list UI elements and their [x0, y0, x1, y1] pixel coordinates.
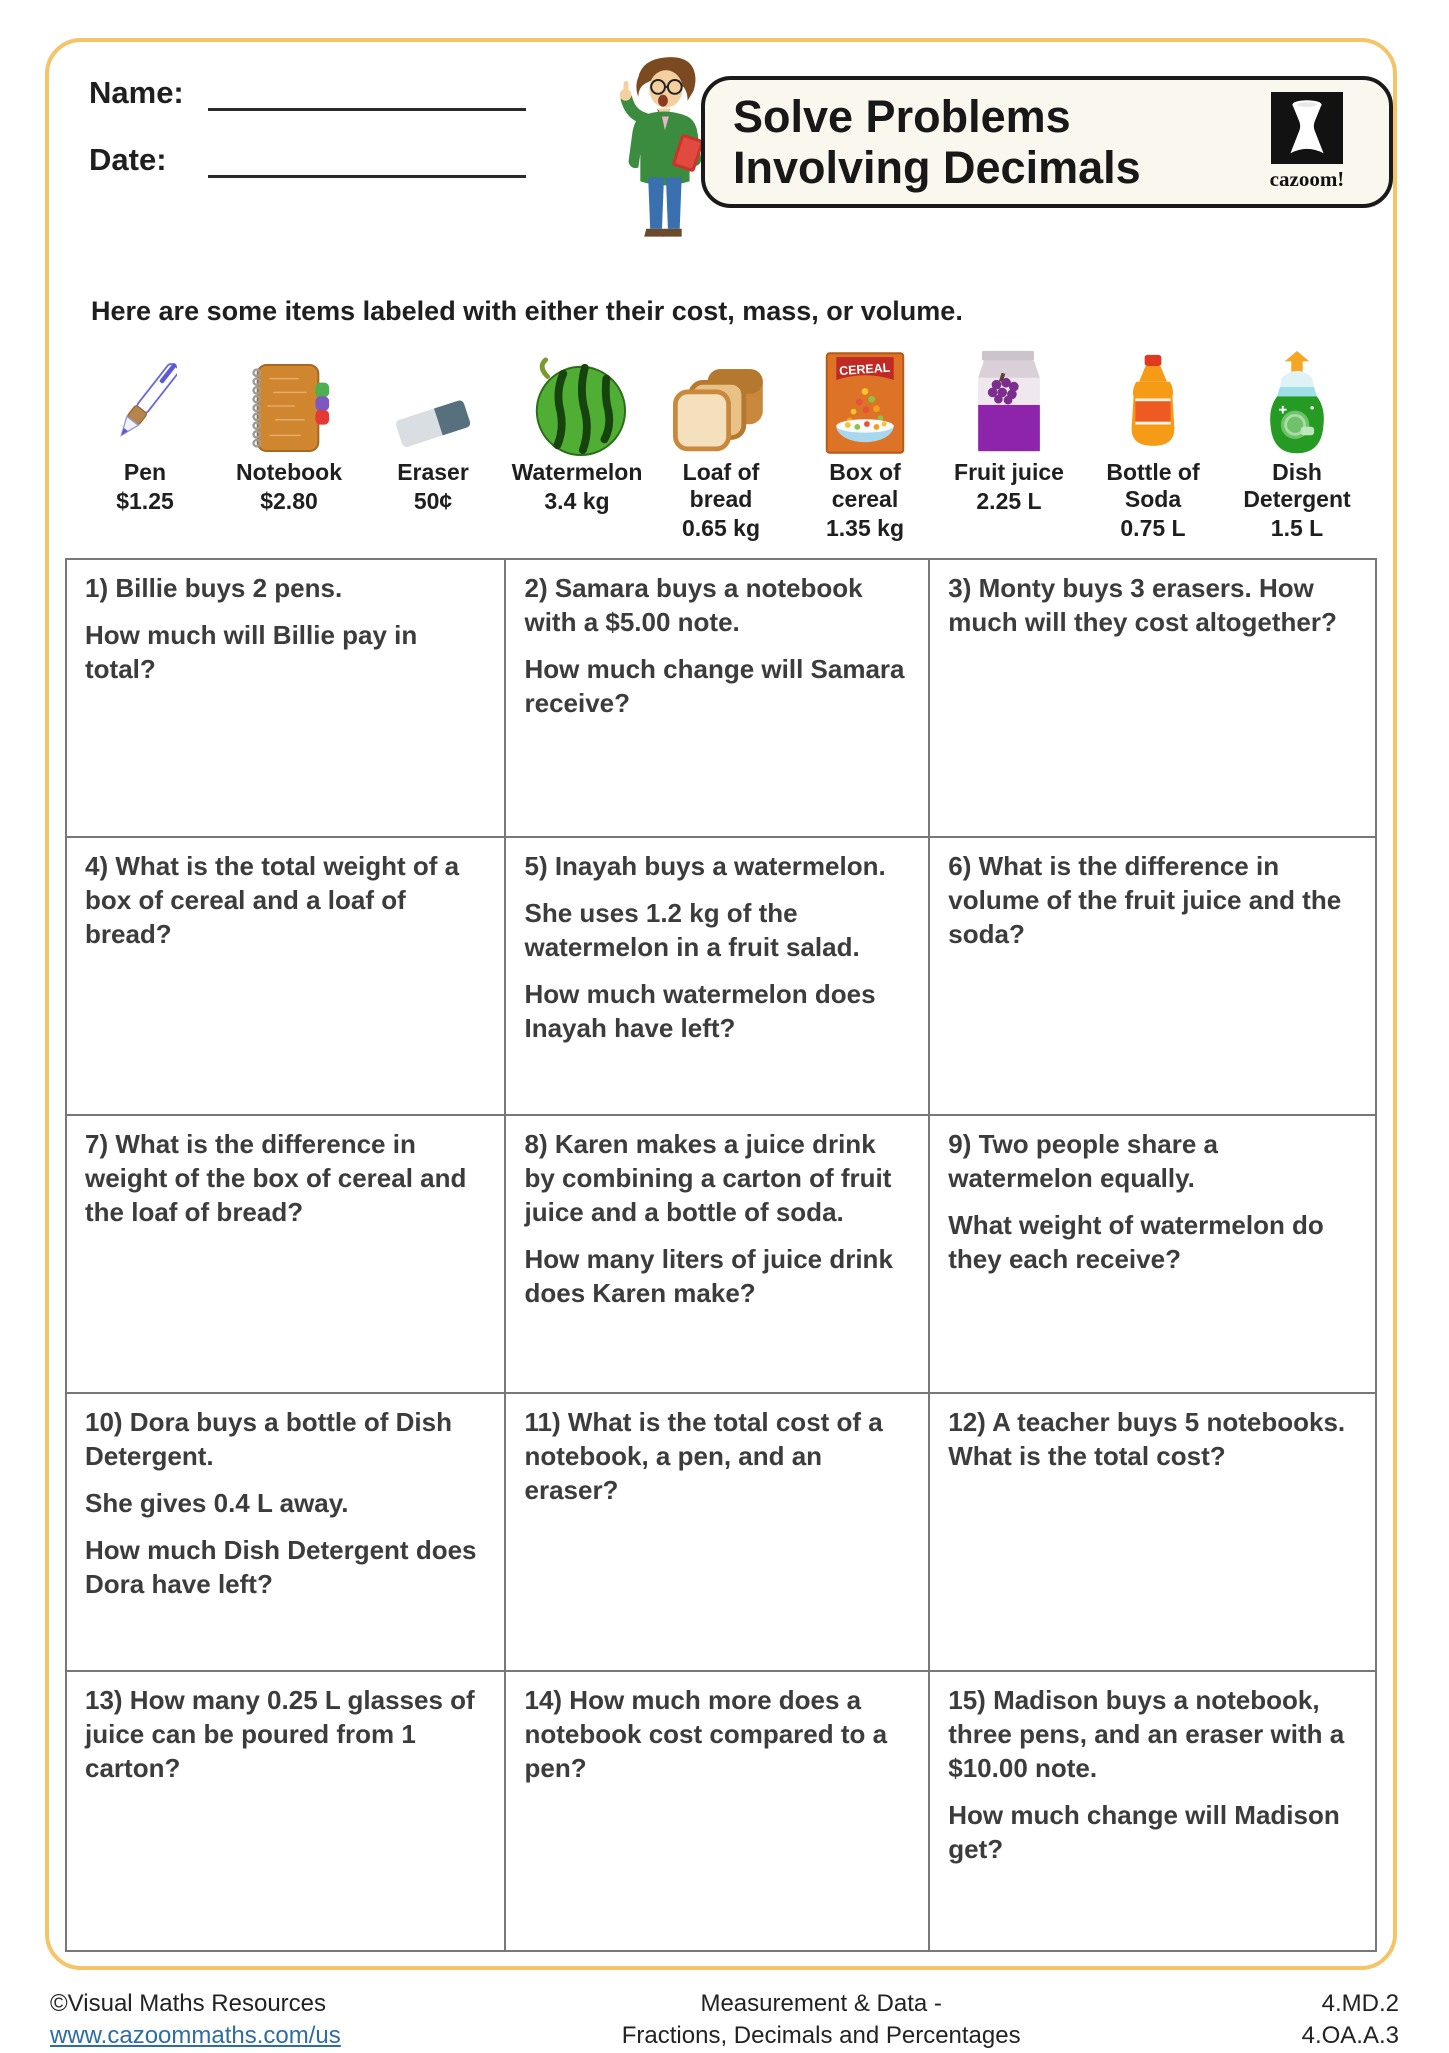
problem-text: 15) Madison buys a notebook, three pens, and an eraser with a $10.00 note.	[948, 1685, 1345, 1783]
problem-text: 1) Billie buys 2 pens.	[85, 573, 343, 604]
strand-line1: Measurement & Data -	[700, 1990, 942, 2017]
cereal-box-icon	[797, 339, 933, 457]
problem-text: She gives 0.4 L away.	[85, 1487, 349, 1518]
worksheet-header	[49, 42, 1393, 280]
problem-text: How much change will Madison get?	[948, 1799, 1340, 1864]
problem-12	[930, 1394, 1375, 1672]
detergent-bottle-icon	[1229, 339, 1365, 457]
problem-text: How much watermelon does Inayah have left?	[524, 978, 876, 1043]
standard-code-1: 4.MD.2	[1321, 1990, 1399, 2017]
item-bottle-of-soda	[1081, 339, 1225, 542]
problem-text: 11) What is the total cost of a notebook, a pen, and an eraser?	[524, 1407, 883, 1505]
item-label: Eraser	[397, 459, 469, 485]
date-blank-line	[208, 141, 526, 178]
eraser-icon	[365, 339, 501, 457]
juice-carton-icon	[941, 339, 1077, 457]
problem-5	[506, 838, 930, 1116]
name-blank-line	[208, 74, 526, 111]
problem-text: 13) How many 0.25 L glasses of juice can be poured from 1 carton?	[85, 1685, 475, 1783]
name-label: Name:	[89, 75, 184, 110]
problem-15	[930, 1672, 1375, 1950]
footer-center	[341, 1988, 1302, 2053]
problem-text: 10) Dora buys a bottle of Dish Detergent.	[85, 1407, 452, 1472]
worksheet-title: Solve Problems Involving Decimals	[733, 90, 1141, 193]
problem-text: She uses 1.2 kg of the watermelon in a fruit salad.	[524, 898, 860, 962]
item-value: 1.5 L	[1270, 515, 1324, 542]
problem-text: How much Dish Detergent does Dora have left?	[85, 1534, 477, 1599]
problem-13	[67, 1672, 506, 1950]
problem-text: 3) Monty buys 3 erasers. How much will they cost altogether?	[948, 573, 1337, 638]
cazoom-website-link[interactable]: www.cazoommaths.com/us	[50, 2022, 341, 2050]
item-label: Bottle of Soda	[1106, 459, 1200, 513]
problem-text: 14) How much more does a notebook cost compared to a pen?	[524, 1685, 888, 1783]
item-value: $2.80	[260, 488, 318, 515]
item-value: 2.25 L	[976, 488, 1042, 515]
soda-bottle-icon	[1085, 339, 1221, 457]
strand-line2: Fractions, Decimals and Percentages	[621, 2022, 1021, 2050]
problem-text: 12) A teacher buys 5 notebooks. What is the total cost?	[948, 1407, 1346, 1472]
standard-code-2: 4.OA.A.3	[1301, 2022, 1399, 2050]
problem-text: 2) Samara buys a notebook with a $5.00 note.	[524, 573, 863, 638]
problem-11	[506, 1394, 930, 1672]
item-value: 50¢	[413, 488, 453, 515]
item-watermelon	[505, 339, 649, 542]
problem-text: 5) Inayah buys a watermelon.	[524, 851, 886, 882]
problem-8	[506, 1116, 930, 1394]
item-value: 0.75 L	[1120, 515, 1186, 542]
problem-text: 4) What is the total weight of a box of cereal and a loaf of bread?	[85, 851, 460, 949]
problem-text: 8) Karen makes a juice drink by combining a carton of fruit juice and a bottle of soda.	[524, 1129, 892, 1227]
pen-icon	[77, 339, 213, 457]
problem-3	[930, 560, 1375, 838]
item-eraser	[361, 339, 505, 542]
copyright-text: ©Visual Maths Resources	[50, 1990, 327, 2017]
name-date-block	[89, 74, 526, 208]
item-label: Pen	[123, 459, 167, 485]
item-loaf-of-bread	[649, 339, 793, 542]
problem-1	[67, 560, 506, 838]
item-dish-detergent	[1225, 339, 1369, 542]
items-row	[49, 327, 1393, 542]
problem-text: 9) Two people share a watermelon equally.	[948, 1129, 1218, 1194]
problem-text: 7) What is the difference in weight of the box of cereal and the loaf of bread?	[85, 1129, 467, 1227]
problem-text: How many liters of juice drink does Karen make?	[524, 1243, 893, 1308]
item-notebook	[217, 339, 361, 542]
problem-text: How much change will Samara receive?	[524, 653, 905, 718]
problem-6	[930, 838, 1375, 1116]
footer-left	[50, 1988, 341, 2053]
item-value: $1.25	[116, 488, 174, 515]
problem-4	[67, 838, 506, 1116]
page-footer	[50, 1988, 1399, 2053]
item-label: Notebook	[235, 459, 343, 485]
problem-text: 6) What is the difference in volume of the fruit juice and the soda?	[948, 851, 1342, 949]
watermelon-icon	[509, 339, 645, 457]
notebook-icon	[221, 339, 357, 457]
problem-9	[930, 1116, 1375, 1394]
bread-icon	[653, 339, 789, 457]
problem-10	[67, 1394, 506, 1672]
item-label: Fruit juice	[954, 459, 1064, 485]
problem-2	[506, 560, 930, 838]
item-label: Watermelon	[511, 459, 643, 485]
item-box-of-cereal	[793, 339, 937, 542]
item-pen	[73, 339, 217, 542]
cazoom-drum-icon	[1271, 151, 1343, 168]
problem-7	[67, 1116, 506, 1394]
cazoom-logo	[1247, 92, 1367, 192]
item-label: Loaf of bread	[682, 459, 760, 513]
item-value: 3.4 kg	[544, 488, 610, 515]
item-label: Dish Detergent	[1243, 459, 1351, 513]
item-fruit-juice	[937, 339, 1081, 542]
worksheet-page	[45, 38, 1397, 1970]
intro-text: Here are some items labeled with either their cost, mass, or volume.	[91, 296, 963, 326]
problem-14	[506, 1672, 930, 1950]
item-value: 0.65 kg	[682, 515, 760, 542]
item-label: Box of cereal	[829, 459, 901, 513]
svg-text:CEREAL: CEREAL	[838, 360, 891, 379]
problem-text: What weight of watermelon do they each receive?	[948, 1209, 1324, 1274]
footer-standards	[1302, 1988, 1399, 2053]
date-label: Date:	[89, 142, 167, 177]
problem-text: How much will Billie pay in total?	[85, 620, 418, 684]
problems-grid	[65, 558, 1377, 1952]
title-box	[701, 76, 1393, 208]
item-value: 1.35 kg	[826, 515, 904, 542]
cazoom-logo-text: cazoom!	[1269, 167, 1345, 191]
